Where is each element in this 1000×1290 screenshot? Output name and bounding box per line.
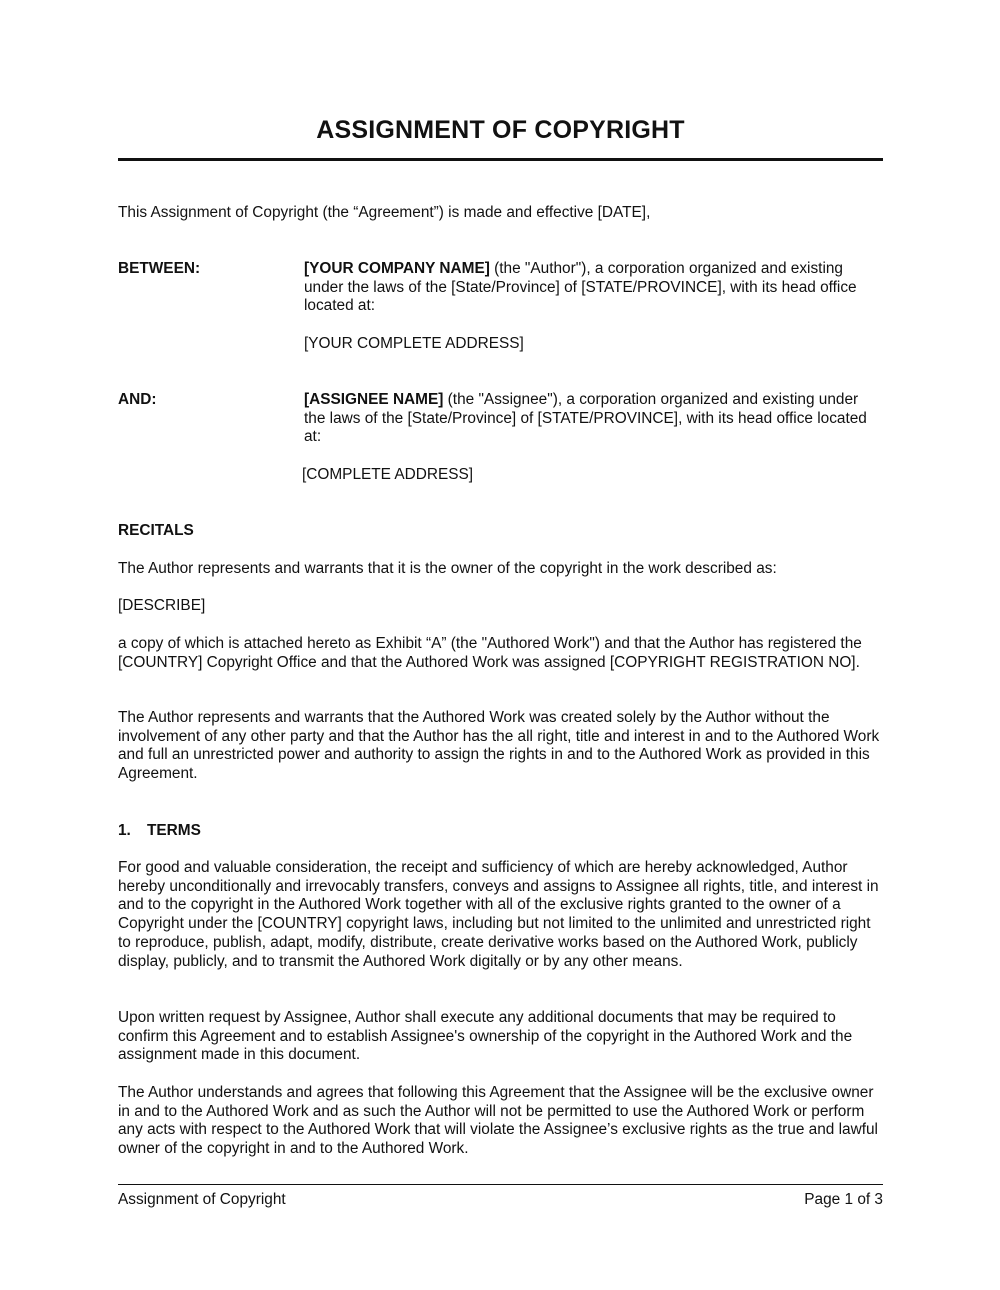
between-label: BETWEEN:: [118, 260, 201, 277]
and-label: AND:: [118, 391, 157, 408]
recitals-paragraph-1: The Author represents and warrants that it is the owner of the copyright in the work described as:: [118, 560, 777, 577]
document-title: ASSIGNMENT OF COPYRIGHT: [316, 116, 685, 144]
document-page: [118, 0, 883, 1290]
footer-document-name: Assignment of Copyright: [118, 1191, 286, 1208]
footer-divider: [118, 1184, 883, 1185]
author-party-description: (the "Author"), a corporation organized and existing under the laws of the [State/Province] of [STATE/PROVINCE], with its head office located at:: [304, 260, 857, 315]
assignee-party-paragraph: [304, 391, 883, 447]
assignee-party-description: (the "Assignee"), a corporation organized and existing under the laws of the [State/Province] of [STATE/PROVINCE], with its head office located at:: [304, 391, 867, 446]
author-address: [YOUR COMPLETE ADDRESS]: [304, 335, 524, 352]
recitals-heading: RECITALS: [118, 522, 194, 539]
assignee-name: [ASSIGNEE NAME]: [304, 391, 444, 408]
assignee-address: [COMPLETE ADDRESS]: [302, 466, 474, 483]
author-company-name: [YOUR COMPANY NAME]: [304, 260, 490, 277]
author-party-paragraph: [304, 260, 883, 316]
recitals-paragraph-3: The Author represents and warrants that the Authored Work was created solely by the Author without the involvement of any other party and that the Author has the all right, title and interest in and to the Authored Work and full an unrestricted power and authority to assign the rights in and to the Authored Work as provided in this Agreement.: [118, 709, 880, 783]
intro-paragraph: This Assignment of Copyright (the “Agreement”) is made and effective [DATE],: [118, 204, 651, 221]
terms-paragraph-2: Upon written request by Assignee, Author shall execute any additional documents that may be required to confirm this Agreement and to establish Assignee's ownership of the copyright in the Authored Work and the assignment made in this document.: [118, 1009, 853, 1064]
footer-page-number: Page 1 of 3: [804, 1191, 883, 1208]
terms-paragraph-3: The Author understands and agrees that following this Agreement that the Assignee will be the exclusive owner in and to the Authored Work and as such the Author will not be permitted to use the Authored Work or perform any acts with respect to the Authored Work that will violate the Assignee’s exclusive rights as the true and lawful owner of the copyright in and to the Authored Work.: [118, 1084, 878, 1158]
title-divider: [118, 158, 883, 161]
terms-heading: [118, 822, 201, 841]
recitals-describe-placeholder: [DESCRIBE]: [118, 597, 206, 614]
terms-heading-text: TERMS: [147, 822, 201, 839]
terms-paragraph-1: For good and valuable consideration, the receipt and sufficiency of which are hereby acknowledged, Author hereby unconditionally and irrevocably transfers, conveys and assigns to Assignee all rights, title, and interest in and to the copyright in the Authored Work together with all of the exclusive rights granted to the owner of a Copyright under the [COUNTRY] copyright laws, including but not limited to the unlimited and unrestricted right to reproduce, publish, adapt, modify, distribute, create derivative works based on the Authored Work, publicly display, publicly, and to transmit the Authored Work digitally or by any other means.: [118, 859, 879, 970]
recitals-paragraph-2: a copy of which is attached hereto as Exhibit “A” (the "Authored Work") and that the Author has registered the [COUNTRY] Copyright Office and that the Authored Work was assigned [COPYRIGHT REGISTRATION NO].: [118, 635, 862, 671]
terms-section-number: 1.: [118, 822, 131, 839]
